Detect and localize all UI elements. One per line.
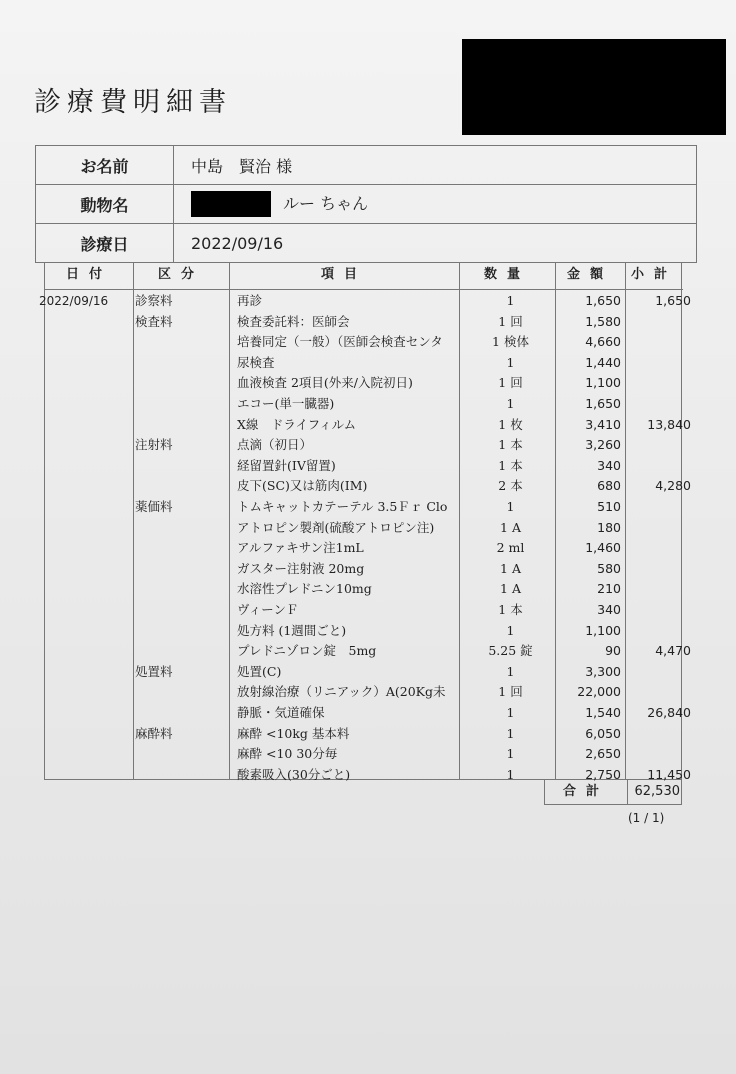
cell-item: X線 ドライフィルム bbox=[237, 416, 357, 432]
cell-amount: 1,460 bbox=[585, 540, 621, 556]
cell-amount: 4,660 bbox=[585, 334, 621, 350]
cell-qty: 1 A bbox=[500, 581, 521, 597]
cell-subtotal: 11,450 bbox=[647, 766, 691, 782]
header-divider bbox=[45, 289, 683, 290]
cell-qty: 1 bbox=[506, 396, 515, 411]
cell-amount: 510 bbox=[597, 499, 621, 514]
cell-item: 麻酔 <10 30分毎 bbox=[237, 746, 338, 762]
cell-qty: 5.25 錠 bbox=[488, 643, 533, 659]
table-row bbox=[45, 497, 683, 518]
cell-item: ヴィーンＦ bbox=[237, 602, 299, 617]
cell-amount: 22,000 bbox=[577, 684, 621, 700]
table-row bbox=[45, 641, 691, 662]
table-row bbox=[39, 291, 691, 312]
cell-amount: 1,580 bbox=[585, 313, 621, 329]
cell-qty: 1 回 bbox=[498, 313, 523, 329]
table-row bbox=[45, 415, 691, 436]
table-row bbox=[45, 724, 683, 745]
cell-item: 血液検査 2項目(外来/入院初日) bbox=[237, 375, 413, 391]
table-row bbox=[45, 312, 683, 333]
name-label: お名前 bbox=[36, 146, 174, 185]
cell-category: 麻酔料 bbox=[135, 725, 173, 741]
cell-item: 経留置針(IV留置) bbox=[237, 457, 336, 473]
cell-item: 放射線治療（リニアック）A(20Kg未 bbox=[237, 684, 446, 700]
total-value: 62,530 bbox=[634, 784, 680, 799]
cell-item: 処置(C) bbox=[237, 663, 282, 679]
table-row bbox=[45, 559, 683, 580]
cell-category: 薬価料 bbox=[135, 499, 173, 514]
cell-qty: 1 回 bbox=[498, 684, 523, 700]
cell-amount: 1,100 bbox=[585, 622, 621, 638]
cell-amount: 90 bbox=[605, 643, 621, 659]
table-row bbox=[45, 682, 683, 703]
cell-subtotal: 4,470 bbox=[655, 643, 691, 659]
table-row bbox=[45, 662, 683, 683]
cell-qty: 1 本 bbox=[498, 437, 523, 453]
cell-qty: 1 A bbox=[500, 560, 521, 576]
page-title: 診療費明細書 bbox=[34, 87, 232, 118]
table-row bbox=[45, 600, 683, 621]
table-row bbox=[45, 621, 683, 642]
cell-qty: 1 本 bbox=[498, 457, 523, 473]
cell-qty: 1 bbox=[506, 622, 515, 638]
cell-qty: 2 ml bbox=[496, 540, 525, 556]
cell-amount: 3,300 bbox=[585, 663, 621, 679]
table-row bbox=[45, 579, 683, 600]
cell-category: 診察料 bbox=[135, 293, 173, 308]
cell-qty: 1 検体 bbox=[492, 334, 529, 350]
cell-amount: 1,100 bbox=[585, 375, 621, 391]
redaction-block bbox=[462, 39, 726, 135]
table-row bbox=[45, 703, 691, 724]
cell-amount: 180 bbox=[597, 519, 621, 535]
total-label: 合計 bbox=[545, 780, 628, 804]
cell-date: 2022/09/16 bbox=[39, 294, 109, 308]
cell-item: 処方料 (1週間ごと) bbox=[237, 622, 347, 638]
cell-item: アルファキサン注1mL bbox=[237, 540, 364, 556]
cell-category: 検査料 bbox=[135, 313, 173, 329]
cell-item: アトロピン製剤(硫酸アトロピン注) bbox=[237, 519, 435, 535]
cell-item: 培養同定（一般）（医師会検査センタ bbox=[237, 334, 443, 350]
cell-amount: 6,050 bbox=[585, 725, 621, 741]
cell-qty: 2 本 bbox=[498, 478, 523, 494]
cell-qty: 1 bbox=[506, 725, 515, 741]
cell-category: 処置料 bbox=[135, 663, 173, 679]
table-row bbox=[45, 373, 683, 394]
table-row bbox=[45, 456, 683, 477]
name-value: 中島 賢治 様 bbox=[174, 146, 697, 185]
cell-item: 点滴（初日） bbox=[237, 437, 313, 453]
cell-amount: 1,540 bbox=[585, 705, 621, 720]
table-row bbox=[45, 476, 691, 497]
table-row bbox=[45, 435, 683, 456]
cell-amount: 1,650 bbox=[585, 396, 621, 411]
cell-amount: 680 bbox=[597, 478, 621, 494]
cell-item: ガスター注射液 20mg bbox=[237, 560, 365, 576]
cell-subtotal: 26,840 bbox=[647, 705, 691, 720]
animal-value: ルー ちゃん bbox=[283, 193, 369, 213]
cell-qty: 1 bbox=[506, 746, 515, 762]
cell-item: 水溶性プレドニン10mg bbox=[237, 581, 372, 597]
cell-amount: 2,750 bbox=[585, 766, 621, 782]
cell-qty: 1 bbox=[506, 705, 515, 720]
patient-info-table bbox=[35, 145, 697, 263]
cell-item: 麻酔 <10kg 基本料 bbox=[237, 725, 350, 741]
cell-amount: 3,410 bbox=[585, 416, 621, 432]
cell-category: 注射料 bbox=[135, 437, 173, 453]
cell-qty: 1 回 bbox=[498, 375, 523, 391]
cell-subtotal: 13,840 bbox=[647, 416, 691, 432]
date-value: 2022/09/16 bbox=[174, 224, 697, 263]
header-subtotal: 小計 bbox=[630, 267, 677, 282]
cell-amount: 340 bbox=[597, 457, 621, 473]
cell-amount: 2,650 bbox=[585, 746, 621, 762]
redaction-block bbox=[191, 191, 271, 217]
table-row bbox=[45, 394, 683, 415]
page-number: (1 / 1) bbox=[628, 811, 665, 825]
cell-amount: 1,650 bbox=[585, 293, 621, 308]
animal-cell bbox=[174, 185, 697, 224]
cell-item: エコー(単一臓器) bbox=[237, 396, 335, 411]
cell-item: プレドニゾロン錠 5mg bbox=[237, 643, 377, 659]
header-amount: 金額 bbox=[566, 267, 613, 282]
cell-item: 尿検査 bbox=[237, 354, 275, 370]
cell-qty: 1 bbox=[506, 293, 515, 308]
cell-item: 再診 bbox=[237, 293, 263, 308]
cell-amount: 580 bbox=[597, 560, 621, 576]
cell-subtotal: 4,280 bbox=[655, 478, 691, 494]
header-item: 項目 bbox=[320, 267, 367, 282]
header-date: 日付 bbox=[65, 267, 112, 282]
cell-qty: 1 bbox=[506, 766, 515, 782]
header-category: 区分 bbox=[157, 267, 204, 282]
cell-qty: 1 A bbox=[500, 519, 521, 535]
table-row bbox=[45, 744, 683, 765]
cell-item: トムキャットカテーテル 3.5Ｆｒ Clo bbox=[237, 499, 448, 514]
table-row bbox=[45, 353, 683, 374]
cell-amount: 3,260 bbox=[585, 437, 621, 453]
date-label: 診療日 bbox=[36, 224, 174, 263]
cell-qty: 1 bbox=[506, 354, 515, 370]
table-row bbox=[45, 538, 683, 559]
cell-qty: 1 枚 bbox=[498, 416, 523, 432]
cell-amount: 210 bbox=[597, 581, 621, 597]
cell-amount: 340 bbox=[597, 602, 621, 617]
cell-item: 皮下(SC)又は筋肉(IM) bbox=[237, 478, 368, 494]
cell-qty: 1 bbox=[506, 663, 515, 679]
animal-label: 動物名 bbox=[36, 185, 174, 224]
cell-subtotal: 1,650 bbox=[655, 293, 691, 308]
table-row bbox=[45, 332, 683, 353]
header-qty: 数量 bbox=[483, 267, 530, 282]
cell-qty: 1 bbox=[506, 499, 515, 514]
total-box bbox=[544, 780, 682, 805]
cell-item: 酸素吸入(30分ごと) bbox=[237, 766, 351, 782]
cell-qty: 1 本 bbox=[498, 602, 523, 617]
cell-item: 検査委託料：医師会 bbox=[237, 313, 350, 329]
bill-grid bbox=[39, 262, 691, 782]
cell-item: 静脈・気道確保 bbox=[237, 705, 325, 720]
table-row bbox=[45, 518, 683, 539]
cell-amount: 1,440 bbox=[585, 354, 621, 370]
